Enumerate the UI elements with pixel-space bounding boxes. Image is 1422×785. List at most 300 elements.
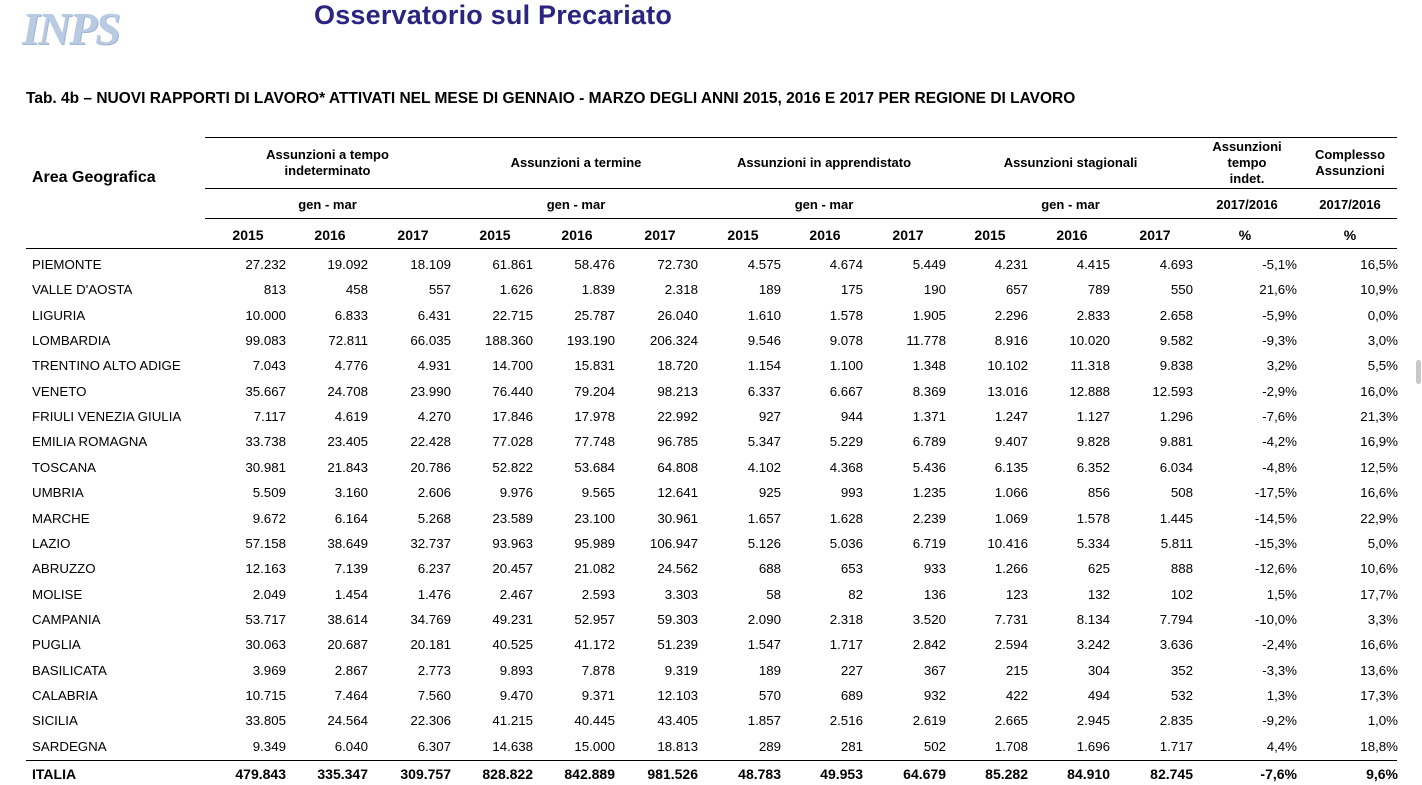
cell-value: 193.190 — [566, 333, 615, 349]
cell-value: 1.069 — [994, 510, 1028, 526]
cell-value: 3,3% — [1367, 611, 1398, 627]
cell-value: 6.164 — [334, 510, 368, 526]
cell-value: 24.708 — [327, 383, 368, 399]
period-label: gen - mar — [298, 197, 357, 212]
table-row — [0, 735, 1422, 760]
cell-value: 21.082 — [574, 561, 615, 577]
cell-value: 2.867 — [334, 662, 368, 678]
cell-value: 41.172 — [574, 637, 615, 653]
cell-value: 888 — [1170, 561, 1193, 577]
year-header: 2016 — [561, 227, 593, 243]
cell-value: 12.103 — [657, 687, 698, 703]
cell-value: 5.036 — [829, 535, 863, 551]
cell-value: 9.881 — [1159, 434, 1193, 450]
cell-value: 30.981 — [245, 459, 286, 475]
cell-value: 57.158 — [245, 535, 286, 551]
cell-value: 1.857 — [747, 713, 781, 729]
table-row — [0, 532, 1422, 557]
cell-value: 189 — [758, 662, 781, 678]
cell-value: -9,2% — [1262, 713, 1297, 729]
cell-value: 41.215 — [492, 713, 533, 729]
cell-value: 993 — [840, 485, 863, 501]
cell-value: 1.266 — [994, 561, 1028, 577]
cell-value: 9.319 — [664, 662, 698, 678]
cell-value: 76.440 — [492, 383, 533, 399]
year-header: 2017 — [1139, 227, 1171, 243]
cell-value: 6.833 — [334, 307, 368, 323]
table-row — [0, 456, 1422, 481]
cell-value: 508 — [1170, 485, 1193, 501]
cell-value: 19.092 — [327, 257, 368, 272]
cell-value: 66.035 — [410, 333, 451, 349]
cell-value: 9.371 — [581, 687, 615, 703]
cell-value: 18.720 — [657, 358, 698, 374]
cell-value: 8.369 — [912, 383, 946, 399]
region-name: VALLE D'AOSTA — [32, 282, 133, 298]
cell-value: 227 — [840, 662, 863, 678]
cell-value: 2.606 — [417, 485, 451, 501]
table-row — [0, 253, 1422, 278]
cell-value: -10,0% — [1254, 611, 1297, 627]
cell-value: 3.636 — [1159, 637, 1193, 653]
cell-value: 2.593 — [581, 586, 615, 602]
cell-value: 5.334 — [1076, 535, 1110, 551]
cell-value: 11.318 — [1070, 358, 1110, 374]
cell-value: 479.843 — [235, 766, 286, 782]
cell-value: 16,0% — [1360, 383, 1398, 399]
cell-value: 9.349 — [252, 738, 286, 754]
cell-value: 422 — [1005, 687, 1028, 703]
cell-value: 9.565 — [581, 485, 615, 501]
cell-value: 281 — [840, 738, 863, 754]
cell-value: 981.526 — [647, 766, 698, 782]
cell-value: 7.464 — [334, 687, 368, 703]
cell-value: 72.811 — [328, 333, 368, 349]
table-row — [0, 659, 1422, 684]
cell-value: 5.126 — [747, 535, 781, 551]
region-name: MARCHE — [32, 510, 90, 526]
cell-value: 22.306 — [410, 713, 451, 729]
cell-value: 98.213 — [657, 383, 698, 399]
cell-value: 5.268 — [417, 510, 451, 526]
region-name: SARDEGNA — [32, 738, 107, 754]
cell-value: 15.831 — [574, 358, 615, 374]
cell-value: -5,9% — [1262, 307, 1297, 323]
region-name: FRIULI VENEZIA GIULIA — [32, 409, 182, 425]
cell-value: 2.516 — [829, 713, 863, 729]
table-row — [0, 481, 1422, 506]
table-row — [0, 507, 1422, 532]
cell-value: 10,6% — [1360, 561, 1398, 577]
cell-value: 136 — [923, 586, 946, 602]
cell-value: 1,5% — [1266, 586, 1297, 602]
cell-value: 9.893 — [499, 662, 533, 678]
cell-value: 188.360 — [484, 333, 533, 349]
region-name: CALABRIA — [32, 687, 98, 703]
cell-value: 4.931 — [417, 358, 451, 374]
cell-value: 10,9% — [1360, 282, 1398, 298]
cell-value: 7.139 — [334, 561, 368, 577]
cell-value: -17,5% — [1254, 485, 1297, 501]
cell-value: 2.945 — [1076, 713, 1110, 729]
cell-value: 190 — [923, 282, 946, 298]
cell-value: 85.282 — [985, 766, 1028, 782]
cell-value: 4,4% — [1266, 738, 1297, 754]
cell-value: 7.878 — [581, 662, 615, 678]
area-geografica-label: Area Geografica — [32, 169, 156, 186]
cell-value: 51.239 — [657, 637, 698, 653]
cell-value: 53.717 — [245, 611, 286, 627]
cell-value: 6.719 — [912, 535, 946, 551]
cell-value: 856 — [1087, 485, 1110, 501]
cell-value: 9.407 — [994, 434, 1028, 450]
var-period-label: 2017/2016 — [1216, 197, 1278, 212]
cell-value: 3.160 — [334, 485, 368, 501]
cell-value: 5.347 — [747, 434, 781, 450]
cell-value: 2.835 — [1159, 713, 1193, 729]
cell-value: 653 — [840, 561, 863, 577]
cell-value: 6.789 — [912, 434, 946, 450]
table-row — [0, 329, 1422, 354]
cell-value: -9,3% — [1262, 333, 1297, 349]
cell-value: 95.989 — [574, 535, 615, 551]
region-name: VENETO — [32, 383, 87, 399]
cell-value: 12,5% — [1360, 459, 1398, 475]
cell-value: 2.049 — [252, 586, 286, 602]
year-header: 2017 — [397, 227, 429, 243]
cell-value: 10.416 — [987, 535, 1028, 551]
cell-value: 84.910 — [1067, 766, 1110, 782]
cell-value: 2.619 — [912, 713, 946, 729]
cell-value: 22.428 — [410, 434, 451, 450]
cell-value: 5.509 — [252, 485, 286, 501]
table-row — [0, 405, 1422, 430]
cell-value: 2.296 — [994, 307, 1028, 323]
cell-value: 12.163 — [245, 561, 286, 577]
cell-value: 6.352 — [1076, 459, 1110, 475]
cell-value: 3.969 — [252, 662, 286, 678]
cell-value: 1,0% — [1367, 713, 1398, 729]
cell-value: 5,5% — [1367, 358, 1398, 374]
cell-value: 2.467 — [499, 586, 533, 602]
cell-value: 77.028 — [492, 434, 533, 450]
cell-value: 30.063 — [245, 637, 286, 653]
cell-value: 4.102 — [747, 459, 781, 475]
region-name: PIEMONTE — [32, 257, 102, 272]
scroll-thumb[interactable] — [1416, 360, 1421, 384]
cell-value: 13.016 — [987, 383, 1028, 399]
cell-value: 458 — [345, 282, 368, 298]
cell-value: 23.589 — [492, 510, 533, 526]
cell-value: 1.578 — [1076, 510, 1110, 526]
cell-value: 206.324 — [649, 333, 698, 349]
cell-value: 2.833 — [1076, 307, 1110, 323]
year-header: 2016 — [314, 227, 346, 243]
year-header: 2017 — [644, 227, 676, 243]
cell-value: 23.990 — [410, 383, 451, 399]
region-name: PUGLIA — [32, 637, 81, 653]
cell-value: 10.715 — [245, 687, 286, 703]
cell-value: 18.813 — [657, 738, 698, 754]
cell-value: 3,2% — [1266, 358, 1297, 374]
tot-unit-label: % — [1343, 227, 1357, 243]
cell-value: 4.619 — [334, 409, 368, 425]
cell-value: 99.083 — [245, 333, 286, 349]
cell-value: 9.078 — [829, 333, 863, 349]
cell-value: 304 — [1087, 662, 1110, 678]
cell-value: 49.231 — [492, 611, 533, 627]
cell-value: 38.614 — [327, 611, 368, 627]
table-row — [0, 304, 1422, 329]
cell-value: 2.665 — [994, 713, 1028, 729]
region-name: MOLISE — [32, 586, 83, 602]
region-name: LAZIO — [32, 535, 71, 551]
table-row — [0, 278, 1422, 303]
cell-value: 61.861 — [492, 257, 533, 272]
cell-value: 59.303 — [657, 611, 698, 627]
scrollbar[interactable] — [1414, 60, 1422, 760]
cell-value: 2.239 — [912, 510, 946, 526]
cell-value: 6.040 — [334, 738, 368, 754]
cell-value: 58.476 — [574, 257, 615, 272]
table-row — [0, 709, 1422, 734]
table-caption: Tab. 4b – NUOVI RAPPORTI DI LAVORO* ATTIVATI NEL MESE DI GENNAIO - MARZO DEGLI ANNI 2015, 2016 E 2017 PER REGIONE DI LAVORO — [26, 90, 1076, 107]
group-header-stagionali: Assunzioni stagionali — [1003, 155, 1138, 170]
cell-value: 22,9% — [1360, 510, 1398, 526]
cell-value: 23.405 — [327, 434, 368, 450]
cell-value: 3.303 — [664, 586, 698, 602]
cell-value: 9,6% — [1366, 766, 1398, 782]
cell-value: 1.127 — [1076, 409, 1110, 425]
cell-value: 2.594 — [994, 637, 1028, 653]
cell-value: 933 — [923, 561, 946, 577]
cell-value: 4.368 — [829, 459, 863, 475]
cell-value: 43.405 — [657, 713, 698, 729]
cell-value: 12.593 — [1152, 383, 1193, 399]
cell-value: 1.717 — [1159, 738, 1193, 754]
var-col-header: Assunzioni tempo indet. — [1212, 139, 1282, 186]
cell-value: 22.715 — [492, 307, 533, 323]
cell-value: 4.270 — [417, 409, 451, 425]
period-label: gen - mar — [794, 197, 854, 212]
cell-value: 12.888 — [1069, 383, 1110, 399]
region-name: LIGURIA — [32, 307, 86, 323]
cell-value: 2.318 — [664, 282, 698, 298]
cell-value: 309.757 — [400, 766, 451, 782]
cell-value: 1,3% — [1266, 687, 1297, 703]
cell-value: 16,5% — [1360, 257, 1398, 272]
cell-value: 7.043 — [252, 358, 286, 374]
cell-value: 14.700 — [492, 358, 533, 374]
cell-value: 2.658 — [1159, 307, 1193, 323]
region-name: LOMBARDIA — [32, 333, 111, 349]
cell-value: 4.231 — [994, 257, 1028, 272]
cell-value: 20.181 — [410, 637, 451, 653]
region-name: ITALIA — [32, 766, 77, 782]
year-header: 2016 — [809, 227, 841, 243]
region-name: TOSCANA — [32, 459, 97, 475]
cell-value: 64.679 — [903, 766, 946, 782]
cell-value: 9.546 — [747, 333, 781, 349]
cell-value: 33.738 — [245, 434, 286, 450]
cell-value: 7.560 — [417, 687, 451, 703]
cell-value: 21,3% — [1360, 409, 1398, 425]
cell-value: 2.773 — [417, 662, 451, 678]
cell-value: 5.811 — [1160, 535, 1193, 551]
cell-value: -2,9% — [1262, 383, 1297, 399]
cell-value: 24.562 — [657, 561, 698, 577]
cell-value: 5.436 — [912, 459, 946, 475]
cell-value: 20.687 — [327, 637, 368, 653]
cell-value: 123 — [1005, 586, 1028, 602]
cell-value: 6.237 — [417, 561, 451, 577]
cell-value: 82 — [848, 586, 863, 602]
logo-text: INPS — [22, 3, 119, 54]
cell-value: 6.667 — [829, 383, 863, 399]
cell-value: 828.822 — [482, 766, 533, 782]
cell-value: 21,6% — [1259, 282, 1297, 298]
cell-value: 17,7% — [1360, 586, 1398, 602]
cell-value: 7.794 — [1159, 611, 1193, 627]
cell-value: 502 — [923, 738, 946, 754]
cell-value: 2.090 — [747, 611, 781, 627]
table-row — [0, 380, 1422, 405]
cell-value: 79.204 — [574, 383, 615, 399]
cell-value: 175 — [840, 282, 863, 298]
cell-value: 6.135 — [994, 459, 1028, 475]
cell-value: -2,4% — [1262, 637, 1297, 653]
region-name: BASILICATA — [32, 662, 107, 678]
cell-value: 9.828 — [1076, 434, 1110, 450]
cell-value: -15,3% — [1254, 535, 1297, 551]
cell-value: 4.575 — [747, 257, 781, 272]
period-label: gen - mar — [546, 197, 606, 212]
cell-value: 48.783 — [738, 766, 781, 782]
cell-value: -4,8% — [1262, 459, 1297, 475]
cell-value: 5.229 — [829, 434, 863, 450]
cell-value: 34.769 — [410, 611, 451, 627]
region-name: ABRUZZO — [32, 561, 96, 577]
total-row — [0, 762, 1422, 785]
cell-value: 9.582 — [1159, 333, 1193, 349]
cell-value: 10.000 — [245, 307, 286, 323]
cell-value: 93.963 — [492, 535, 533, 551]
cell-value: 1.235 — [912, 485, 946, 501]
tot-period-label: 2017/2016 — [1319, 197, 1381, 212]
cell-value: 925 — [758, 485, 781, 501]
cell-value: 38.649 — [327, 535, 368, 551]
cell-value: -7,6% — [1260, 766, 1297, 782]
table-row — [0, 684, 1422, 709]
cell-value: 1.657 — [747, 510, 781, 526]
cell-value: 6.337 — [747, 383, 781, 399]
cell-value: 4.693 — [1159, 257, 1193, 272]
var-unit-label: % — [1238, 227, 1252, 243]
cell-value: 72.730 — [657, 257, 698, 272]
cell-value: 2.318 — [829, 611, 863, 627]
cell-value: 494 — [1087, 687, 1110, 703]
cell-value: 1.476 — [417, 586, 451, 602]
cell-value: 5,0% — [1367, 535, 1398, 551]
group-header-indeterminato: Assunzioni a tempo indeterminato — [266, 147, 389, 178]
cell-value: 53.684 — [574, 459, 615, 475]
cell-value: 15.000 — [574, 738, 615, 754]
region-name: TRENTINO ALTO ADIGE — [32, 358, 181, 374]
cell-value: 927 — [758, 409, 781, 425]
cell-value: 1.371 — [912, 409, 946, 425]
cell-value: 82.745 — [1150, 766, 1193, 782]
cell-value: 1.708 — [994, 738, 1028, 754]
region-name: UMBRIA — [32, 485, 84, 501]
cell-value: -4,2% — [1262, 434, 1297, 450]
cell-value: 27.232 — [245, 257, 286, 272]
cell-value: 1.100 — [829, 358, 863, 374]
cell-value: 7.117 — [253, 409, 286, 425]
cell-value: 1.445 — [1159, 510, 1193, 526]
cell-value: 3.242 — [1076, 637, 1110, 653]
cell-value: 1.247 — [994, 409, 1028, 425]
cell-value: 1.717 — [829, 637, 863, 653]
cell-value: 557 — [428, 282, 451, 298]
region-name: CAMPANIA — [32, 611, 101, 627]
cell-value: 6.034 — [1159, 459, 1193, 475]
cell-value: 25.787 — [574, 307, 615, 323]
cell-value: 18.109 — [410, 257, 451, 272]
cell-value: 33.805 — [245, 713, 286, 729]
cell-value: 550 — [1170, 282, 1193, 298]
cell-value: 189 — [758, 282, 781, 298]
cell-value: 689 — [840, 687, 863, 703]
cell-value: 35.667 — [245, 383, 286, 399]
cell-value: 625 — [1087, 561, 1110, 577]
cell-value: 40.525 — [492, 637, 533, 653]
cell-value: 352 — [1170, 662, 1193, 678]
cell-value: 0,0% — [1367, 307, 1398, 323]
table-row — [0, 608, 1422, 633]
cell-value: 14.638 — [492, 738, 533, 754]
cell-value: 1.578 — [829, 307, 863, 323]
cell-value: 1.696 — [1076, 738, 1110, 754]
cell-value: 9.470 — [499, 687, 533, 703]
cell-value: 842.889 — [564, 766, 615, 782]
cell-value: 16,9% — [1360, 434, 1398, 450]
table-row — [0, 557, 1422, 582]
inps-logo — [22, 3, 119, 55]
cell-value: 9.976 — [499, 485, 533, 501]
year-header: 2015 — [727, 227, 759, 243]
cell-value: 1.839 — [581, 282, 615, 298]
cell-value: 8.134 — [1076, 611, 1110, 627]
cell-value: 6.431 — [417, 307, 451, 323]
cell-value: 1.626 — [499, 282, 533, 298]
cell-value: 17.978 — [574, 409, 615, 425]
cell-value: 4.415 — [1076, 257, 1110, 272]
cell-value: 8.916 — [994, 333, 1028, 349]
cell-value: 40.445 — [574, 713, 615, 729]
cell-value: 30.961 — [657, 510, 698, 526]
cell-value: -12,6% — [1254, 561, 1297, 577]
cell-value: 52.957 — [574, 611, 615, 627]
cell-value: 1.628 — [829, 510, 863, 526]
cell-value: 17,3% — [1360, 687, 1398, 703]
cell-value: 1.610 — [747, 307, 781, 323]
cell-value: 96.785 — [657, 434, 698, 450]
cell-value: -7,6% — [1262, 409, 1297, 425]
cell-value: 24.564 — [327, 713, 368, 729]
cell-value: 21.843 — [327, 459, 368, 475]
cell-value: 289 — [758, 738, 781, 754]
cell-value: 132 — [1087, 586, 1110, 602]
